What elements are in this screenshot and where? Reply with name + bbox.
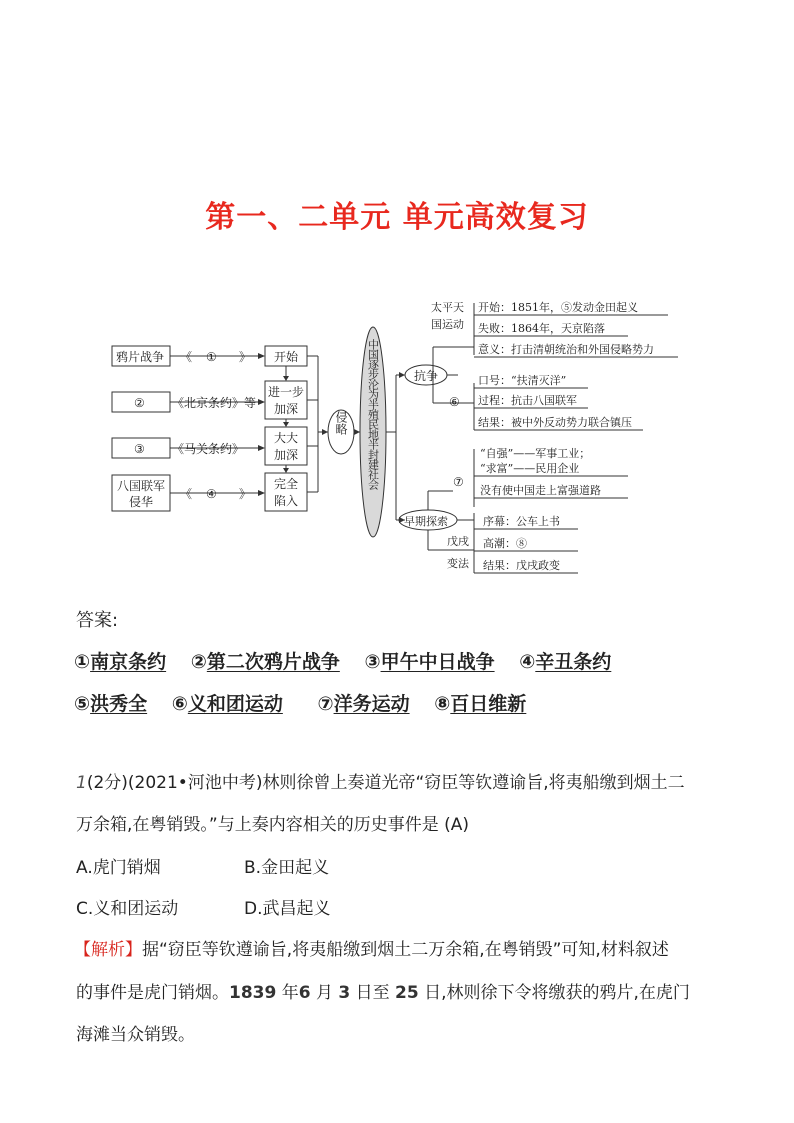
wuxu-item: 序幕：公车上书 xyxy=(483,515,560,528)
svg-text:变法: 变法 xyxy=(447,557,469,570)
question-number: 1 xyxy=(76,773,87,793)
seven-item: 没有使中国走上富强道路 xyxy=(480,484,601,497)
seven-item: “求富”——民用企业 xyxy=(480,462,580,475)
taiping-item: 失败：1864年，天京陷落 xyxy=(478,322,605,335)
svg-text:陷入: 陷入 xyxy=(274,494,299,508)
stage-start: 开始 xyxy=(274,350,299,364)
svg-text:《: 《 xyxy=(180,487,193,501)
answer-item: ②第二次鸦片战争 xyxy=(190,651,340,673)
left-item-3-label: ③ xyxy=(134,442,145,456)
answer-item: ⑦洋务运动 xyxy=(317,693,410,715)
svg-text:加深: 加深 xyxy=(274,402,299,416)
left-item-1-label: 鸦片战争 xyxy=(116,350,165,364)
analysis-line-3: 海滩当众销毁。 xyxy=(76,1025,195,1045)
zaoqi-label: 早期探索 xyxy=(404,515,448,528)
svg-text:《马关条约》: 《马关条约》 xyxy=(172,442,245,456)
option-c: C.义和团运动 xyxy=(76,899,179,919)
stage-fully: 完全 xyxy=(274,477,299,491)
seven-item: “自强”——军事工业； xyxy=(480,447,591,460)
analysis-line-1: 【解析】据“窃臣等钦遵谕旨,将夷船缴到烟土二万余箱,在粤销毁”可知,材料叙述 xyxy=(74,940,669,960)
left-item-2-label: ② xyxy=(134,396,145,410)
svg-text:《北京条约》等: 《北京条约》等 xyxy=(172,396,257,410)
svg-text:④: ④ xyxy=(206,487,217,501)
svg-text:侵华: 侵华 xyxy=(129,495,154,509)
analysis-label: 【解析】 xyxy=(74,940,142,960)
qinlue-label: 侵略 xyxy=(334,411,348,435)
option-a: A.虎门销烟 xyxy=(76,858,161,878)
question-line-2: 万余箱,在粤销毁。”与上奏内容相关的历史事件是 (A) xyxy=(76,815,470,835)
analysis-line-2: 的事件是虎门销烟。1839 年6 月 3 日至 25 日,林则徐下令将缴获的鸦片,在虎门 xyxy=(76,983,690,1003)
svg-text:》: 》 xyxy=(239,350,252,364)
answers-row-2 xyxy=(74,689,544,716)
wuxu-item: 高潮：⑧ xyxy=(483,537,527,550)
six-item: 结果：被中外反动势力联合镇压 xyxy=(478,416,632,429)
answer-item: ⑤洪秀全 xyxy=(74,693,148,715)
svg-text:加深: 加深 xyxy=(274,448,299,462)
wuxu-item: 结果：戊戌政变 xyxy=(483,559,560,572)
seven-marker: ⑦ xyxy=(453,475,464,489)
answer-item: ⑥义和团运动 xyxy=(171,693,283,715)
answers-label: 答案: xyxy=(76,610,119,631)
taiping-item: 意义：打击清朝统治和外国侵略势力 xyxy=(478,343,654,356)
stage-further: 进一步 xyxy=(268,385,305,399)
answer-item: ①南京条约 xyxy=(74,651,167,673)
answer-item: ③甲午中日战争 xyxy=(364,651,495,673)
taiping-item: 开始：1851年，⑤发动金田起义 xyxy=(478,301,638,314)
answer-item: ⑧百日维新 xyxy=(434,693,527,715)
answers-row-1 xyxy=(74,647,629,674)
svg-text:①: ① xyxy=(206,350,217,364)
svg-text:戊戌: 戊戌 xyxy=(447,535,469,548)
center-theme: 中国逐步沦为半殖民地半封建社会 xyxy=(366,339,380,489)
option-b: B.金田起义 xyxy=(244,858,330,878)
stage-greatly: 大大 xyxy=(274,431,299,445)
svg-text:太平天: 太平天 xyxy=(431,301,464,314)
left-item-4-label: 八国联军 xyxy=(117,479,166,493)
options-row-1 xyxy=(76,855,329,882)
six-marker: ⑥ xyxy=(449,395,460,409)
six-item: 过程：抗击八国联军 xyxy=(478,394,577,407)
kangzheng-label: 抗争 xyxy=(414,369,439,383)
option-d: D.武昌起义 xyxy=(244,899,331,919)
six-item: 口号：“扶清灭洋” xyxy=(478,374,567,387)
svg-text:》: 》 xyxy=(239,487,252,501)
question-line-1: 1(2分)(2021•河池中考)林则徐曾上奏道光帝“窃臣等钦遵谕旨,将夷船缴到烟土二 xyxy=(76,773,685,793)
svg-text:《: 《 xyxy=(180,350,193,364)
page-title: 第一、二单元 单元高效复习 xyxy=(205,200,589,235)
answer-item: ④辛丑条约 xyxy=(519,651,612,673)
knowledge-map-diagram xyxy=(108,295,688,580)
options-row-2 xyxy=(76,896,331,923)
svg-text:国运动: 国运动 xyxy=(431,318,464,331)
